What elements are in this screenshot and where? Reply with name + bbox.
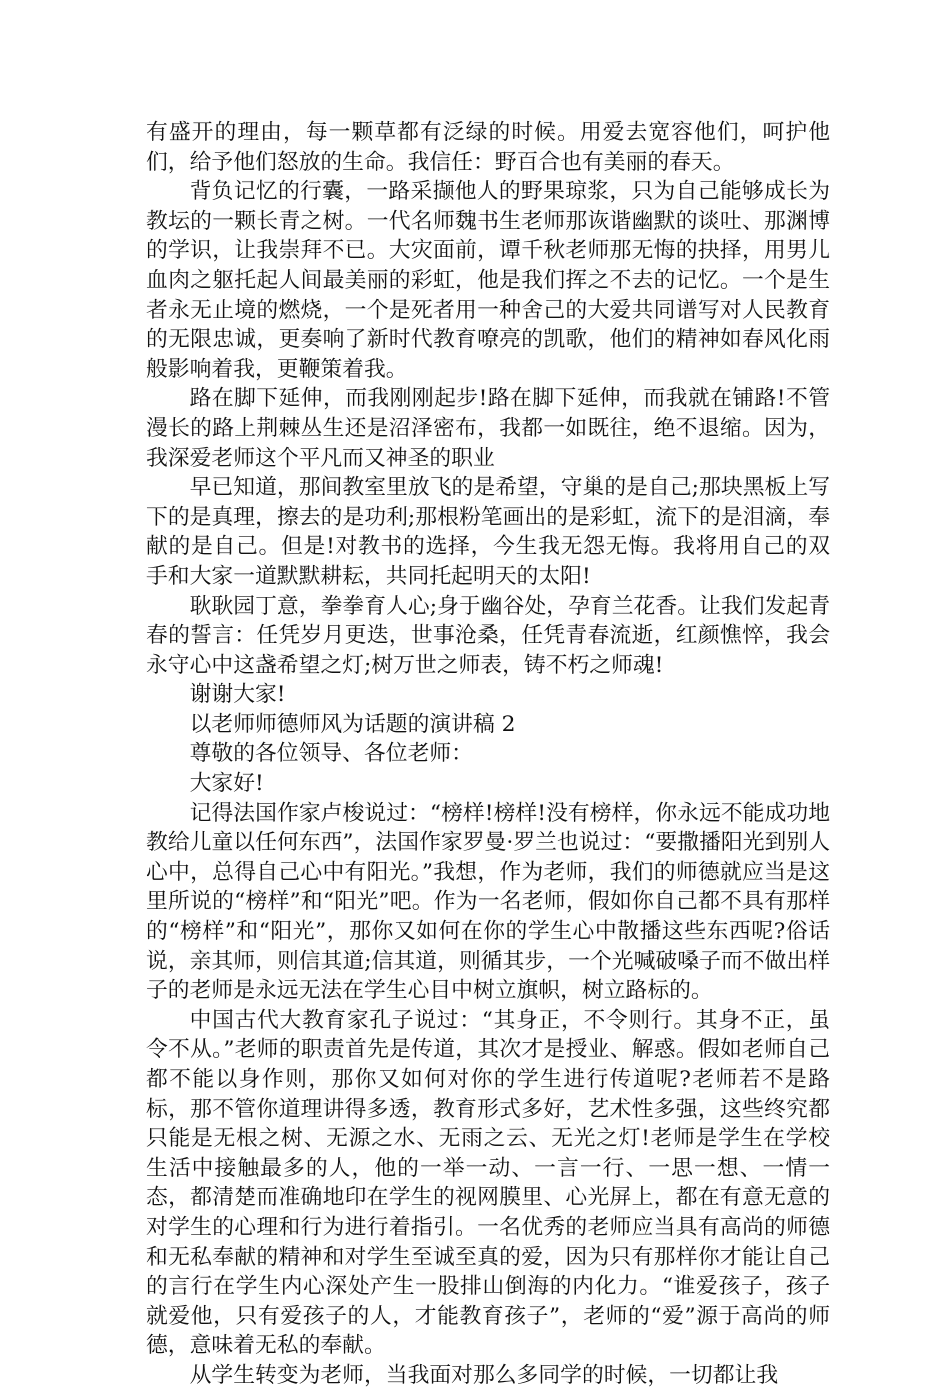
greeting: 大家好! (189, 771, 264, 797)
section-title: 以老师师德师风为话题的演讲稿 2 (189, 711, 516, 737)
paragraph: 记得法国作家卢梭说过：“榜样!榜样!没有榜样，你永远不能成功地教给儿童以任何东西”，法国作家罗曼·罗兰也说过：“要撒播阳光到别人心中，总得自己心中有阳光。”我想，作为老师，我们的师德就应当是这里所说的“榜样”和“阳光”吧。作为一名老师，假如你自己都不具有那样的“榜样”和“阳光”，那你又如何在你的学生心中散播这些东西呢?俗话说，亲其师，则信其道;信其道，则循其步，一个光喊破嗓子而不做出样子的老师是永远无法在学生心目中树立旗帜，树立路标的。 (146, 800, 830, 1004)
paragraph: 中国古代大教育家孔子说过：“其身正，不令则行。其身不正，虽令不从。”老师的职责首先是传道，其次才是授业、解惑。假如老师自己都不能以身作则，那你又如何对你的学生进行传道呢?老师若不是路标，那不管你道理讲得多透，教育形式多好，艺术性多强，这些终究都只能是无根之树、无源之水、无雨之云、无光之灯!老师是学生在学校生活中接触最多的人，他的一举一动、一言一行、一思一想、一情一态，都清楚而准确地印在学生的视网膜里、心光屏上，都在有意无意的对学生的心理和行为进行着指引。一名优秀的老师应当具有高尚的师德和无私奉献的精神和对学生至诚至真的爱，因为只有那样你才能让自己的言行在学生内心深处产生一股排山倒海的内化力。“谁爱孩子，孩子就爱他，只有爱孩子的人，才能教育孩子”，老师的“爱”源于高尚的师德，意味着无私的奉献。 (146, 1007, 830, 1359)
paragraph: 背负记忆的行囊，一路采撷他人的野果琼浆，只为自己能够成长为教坛的一颗长青之树。一代名师魏书生老师那诙谐幽默的谈吐、那渊博的学识，让我崇拜不已。大灾面前，谭千秋老师那无悔的抉择，用男儿血肉之躯托起人间最美丽的彩虹，他是我们挥之不去的记忆。一个是生者永无止境的燃烧，一个是死者用一种舍己的大爱共同谱写对人民教育的无限忠诚，更奏响了新时代教育嘹亮的凯歌，他们的精神如春风化雨般影响着我，更鞭策着我。 (146, 179, 830, 382)
paragraph: 谢谢大家! (189, 682, 286, 708)
paragraph: 有盛开的理由，每一颗草都有泛绿的时候。用爱去宽容他们，呵护他们，给予他们怒放的生命。我信任：野百合也有美丽的春天。 (146, 120, 830, 175)
paragraph: 路在脚下延伸，而我刚刚起步!路在脚下延伸，而我就在铺路!不管漫长的路上荆棘丛生还是沼泽密布，我都一如既往，绝不退缩。因为，我深爱老师这个平凡而又神圣的职业 (146, 386, 830, 471)
salutation: 尊敬的各位领导、各位老师： (189, 741, 473, 767)
document-page (146, 118, 830, 1391)
paragraph: 耿耿园丁意，拳拳育人心;身于幽谷处，孕育兰花香。让我们发起青春的誓言：任凭岁月更迭，世事沧桑，任凭青春流逝，红颜憔悴，我会永守心中这盏希望之灯;树万世之师表，铸不朽之师魂! (146, 593, 830, 678)
paragraph: 从学生转变为老师，当我面对那么多同学的时候，一切都让我 (189, 1362, 779, 1388)
paragraph: 早已知道，那间教室里放飞的是希望，守巢的是自己;那块黑板上写下的是真理，擦去的是功利;那根粉笔画出的是彩虹，流下的是泪滴，奉献的是自己。但是!对教书的选择，今生我无怨无悔。我将用自己的双手和大家一道默默耕耘，共同托起明天的太阳! (146, 475, 830, 589)
